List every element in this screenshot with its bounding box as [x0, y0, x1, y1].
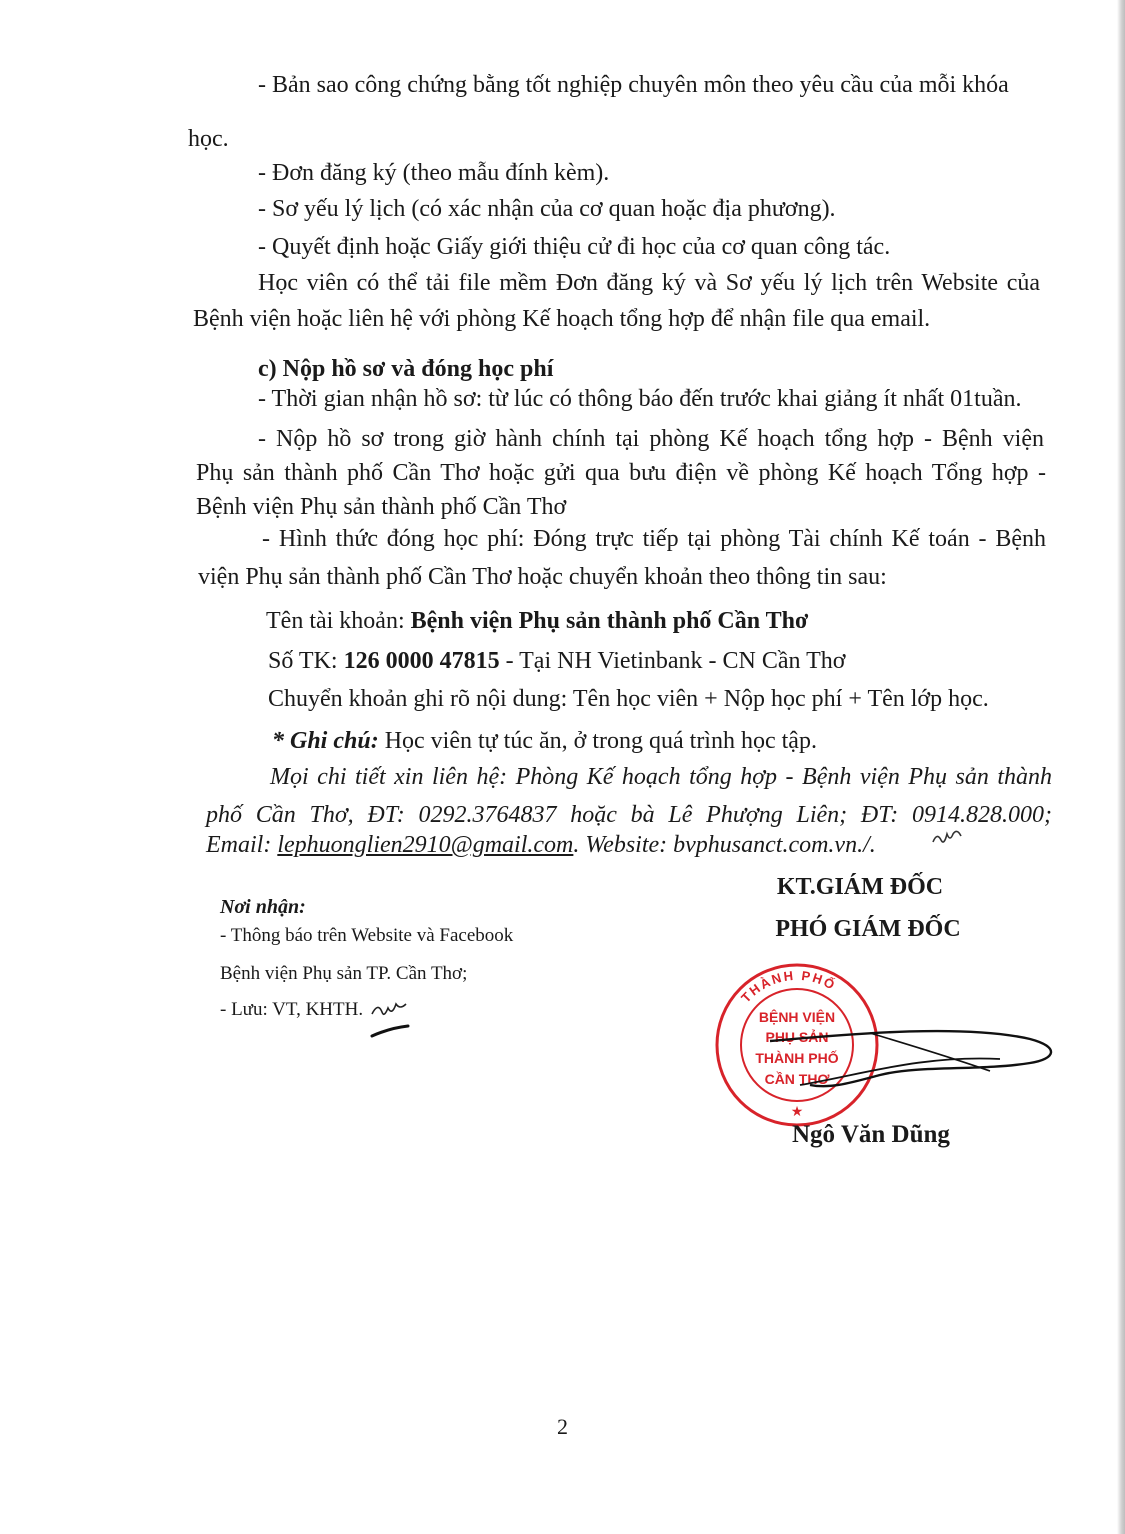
recipient-1: - Thông báo trên Website và Facebook [220, 925, 514, 946]
email-link[interactable]: lephuonglien2910@gmail.com [277, 832, 574, 858]
stamp-line-1: BỆNH VIỆN [758, 1009, 836, 1025]
account-bank: - Tại NH Vietinbank - CN Cần Thơ [499, 648, 846, 674]
svg-text:THÀNH PHỐ [738, 968, 839, 1006]
stamp-line-3: THÀNH PHỐ [755, 1050, 839, 1066]
initials-mark-icon [930, 826, 970, 850]
submission-place-line-3: Bệnh viện Phụ sản thành phố Cần Thơ [196, 494, 567, 520]
fee-method-line-2: viện Phụ sản thành phố Cần Thơ hoặc chuyển khoản theo thông tin sau: [198, 564, 887, 590]
requirement-item-4: - Quyết định hoặc Giấy giới thiệu cử đi học của cơ quan công tác. [258, 234, 891, 260]
fee-method-line-1: - Hình thức đóng học phí: Đóng trực tiếp tại phòng Tài chính Kế toán - Bệnh [262, 526, 1046, 552]
page-edge-shadow [1117, 0, 1125, 1534]
submission-place-line-2: Phụ sản thành phố Cần Thơ hoặc gửi qua bưu điện về phòng Kế hoạch Tổng hợp - [196, 460, 1046, 486]
account-name [266, 606, 808, 636]
stamp-line-2: PHỤ SẢN [765, 1029, 829, 1045]
recipient-archive: - Lưu: VT, KHTH. [220, 999, 364, 1020]
contact-line-1: Mọi chi tiết xin liên hệ: Phòng Kế hoạch tổng hợp - Bệnh viện Phụ sản thành [270, 764, 1052, 790]
signer-name: Ngô Văn Dũng [792, 1121, 950, 1148]
stamp-line-4: CẦN THƠ [764, 1071, 830, 1087]
submission-place-line-1: - Nộp hồ sơ trong giờ hành chính tại phòng Kế hoạch tổng hợp - Bệnh viện [258, 426, 1044, 452]
requirement-item-1-cont: học. [188, 126, 229, 152]
requirement-item-3: - Sơ yếu lý lịch (có xác nhận của cơ quan hoặc địa phương). [258, 196, 836, 222]
account-number-label: Số TK: [268, 648, 344, 674]
requirement-item-1: - Bản sao công chứng bằng tốt nghiệp chuyên môn theo yêu cầu của mỗi khóa [258, 72, 1009, 98]
recipients-title: Nơi nhận: [220, 896, 306, 918]
stamp-ring-text: THÀNH PHỐ [738, 967, 839, 1006]
note [272, 726, 817, 756]
page-number: 2 [557, 1414, 568, 1439]
transfer-content-note: Chuyển khoản ghi rõ nội dung: Tên học viên + Nộp học phí + Tên lớp học. [268, 686, 989, 712]
account-number-value: 126 0000 47815 [343, 648, 500, 674]
section-heading-submission: c) Nộp hồ sơ và đóng học phí [258, 356, 554, 382]
note-label: * Ghi chú: [272, 728, 379, 754]
website-text: . Website: bvphusanct.com.vn./. [573, 832, 876, 858]
submission-time: - Thời gian nhận hồ sơ: từ lúc có thông báo đến trước khai giảng ít nhất 01tuần. [258, 386, 1022, 412]
archive-initials-icon [366, 996, 426, 1044]
download-note-line-1: Học viên có thể tải file mềm Đơn đăng ký và Sơ yếu lý lịch trên Website của [258, 270, 1040, 296]
requirement-item-2: - Đơn đăng ký (theo mẫu đính kèm). [258, 160, 610, 186]
account-name-label: Tên tài khoản: [266, 608, 411, 634]
download-note-line-2: Bệnh viện hoặc liên hệ với phòng Kế hoạch tổng hợp để nhận file qua email. [193, 306, 931, 332]
account-number [268, 646, 845, 676]
stamp-star-icon: ★ [790, 1105, 804, 1120]
signature-title-2: PHÓ GIÁM ĐỐC [775, 916, 961, 942]
signature-title-1: KT.GIÁM ĐỐC [776, 874, 944, 900]
handwritten-signature [760, 1015, 1060, 1095]
recipient-2: Bệnh viện Phụ sản TP. Cần Thơ; [220, 963, 468, 984]
account-name-value: Bệnh viện Phụ sản thành phố Cần Thơ [410, 608, 809, 634]
note-text: Học viên tự túc ăn, ở trong quá trình học tập. [378, 728, 817, 754]
email-label: Email: [206, 832, 278, 858]
contact-line-3 [206, 830, 876, 860]
contact-line-2: phố Cần Thơ, ĐT: 0292.3764837 hoặc bà Lê Phượng Liên; ĐT: 0914.828.000; [206, 802, 1052, 828]
